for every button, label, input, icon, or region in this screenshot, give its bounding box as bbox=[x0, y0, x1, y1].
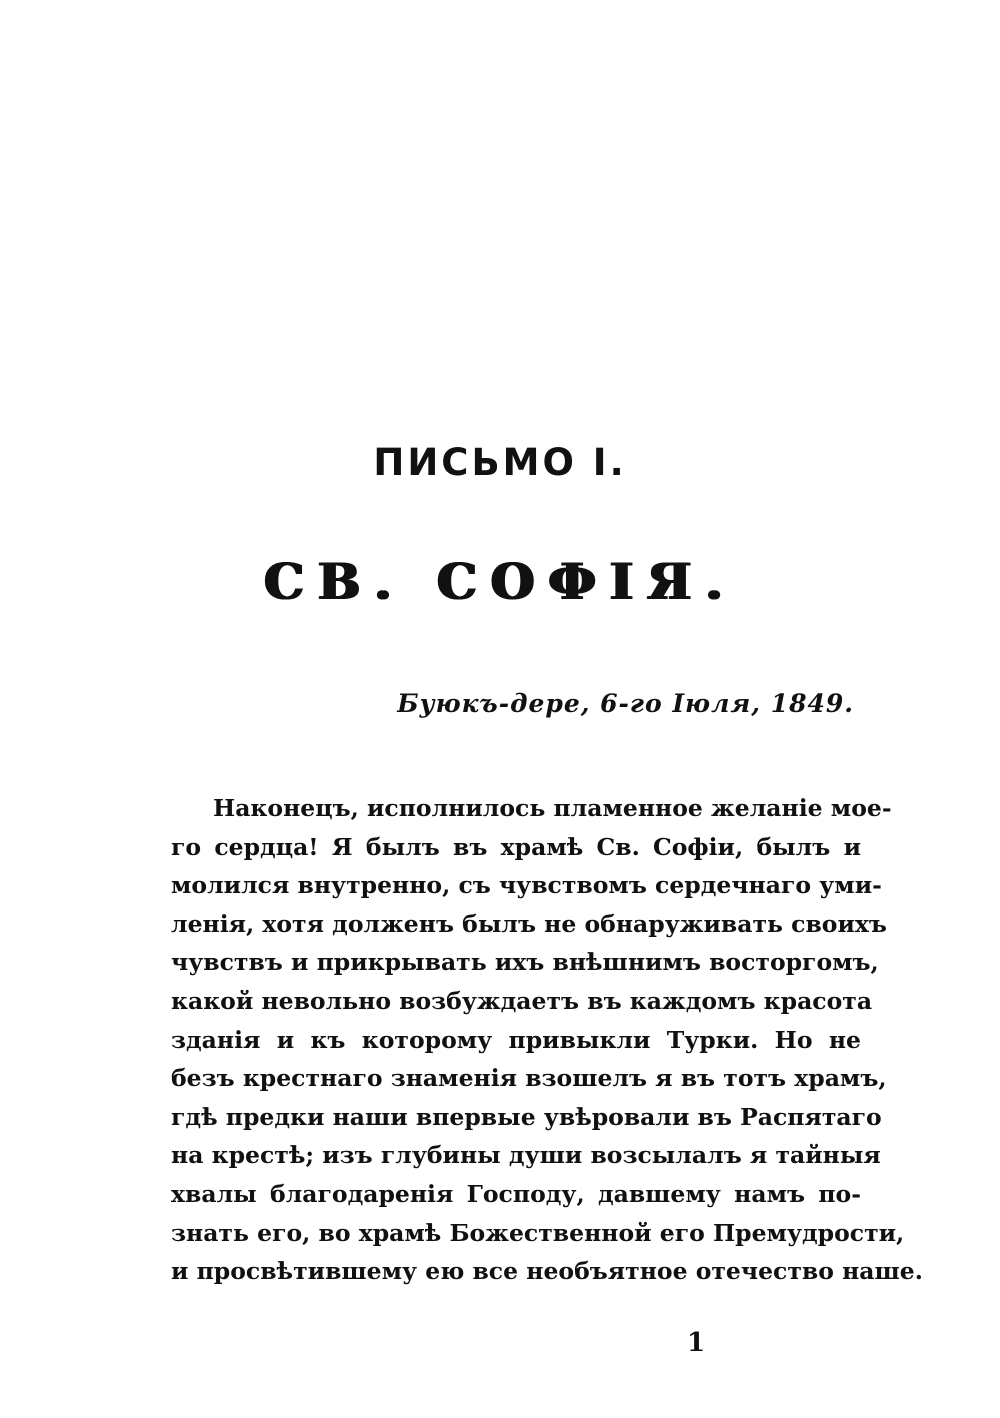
text-line: ленія, хотя долженъ былъ не обнаруживать своихъ bbox=[171, 909, 887, 938]
text-line: и просвѣтившему ею все необъятное отечество наше. bbox=[171, 1257, 923, 1286]
text-line: зданія и къ которому привыкли Турки. Но не bbox=[171, 1025, 861, 1054]
text-line: безъ крестнаго знаменія взошелъ я въ тотъ храмъ, bbox=[171, 1064, 887, 1093]
dateline: Буюкъ-дере, 6-го Іюля, 1849. bbox=[397, 689, 854, 718]
text-line: чувствъ и прикрывать ихъ внѣшнимъ восторгомъ, bbox=[171, 948, 879, 977]
page-number: 1 bbox=[686, 1328, 706, 1358]
chapter-title: СВ. СОФІЯ. bbox=[263, 552, 737, 611]
text-line: какой невольно возбуждаетъ въ каждомъ красота bbox=[171, 986, 873, 1015]
letter-heading: ПИСЬМО I. bbox=[373, 441, 627, 484]
text-line: молился внутренно, съ чувствомъ сердечнаго уми- bbox=[171, 871, 882, 900]
text-line: го сердца! Я былъ въ храмѣ Св. Софіи, былъ и bbox=[171, 832, 861, 861]
text-line: знать его, во храмѣ Божественной его Премудрости, bbox=[171, 1218, 905, 1247]
text-line: на крестѣ; изъ глубины души возсылалъ я тайныя bbox=[171, 1141, 881, 1170]
text-line: гдѣ предки наши впервые увѣровали въ Распятаго bbox=[171, 1102, 882, 1131]
text-line: хвалы благодаренія Господу, давшему намъ по- bbox=[171, 1179, 861, 1208]
body-paragraph bbox=[171, 789, 923, 1291]
text-line: Наконецъ, исполнилось пламенное желаніе мое- bbox=[213, 794, 892, 822]
